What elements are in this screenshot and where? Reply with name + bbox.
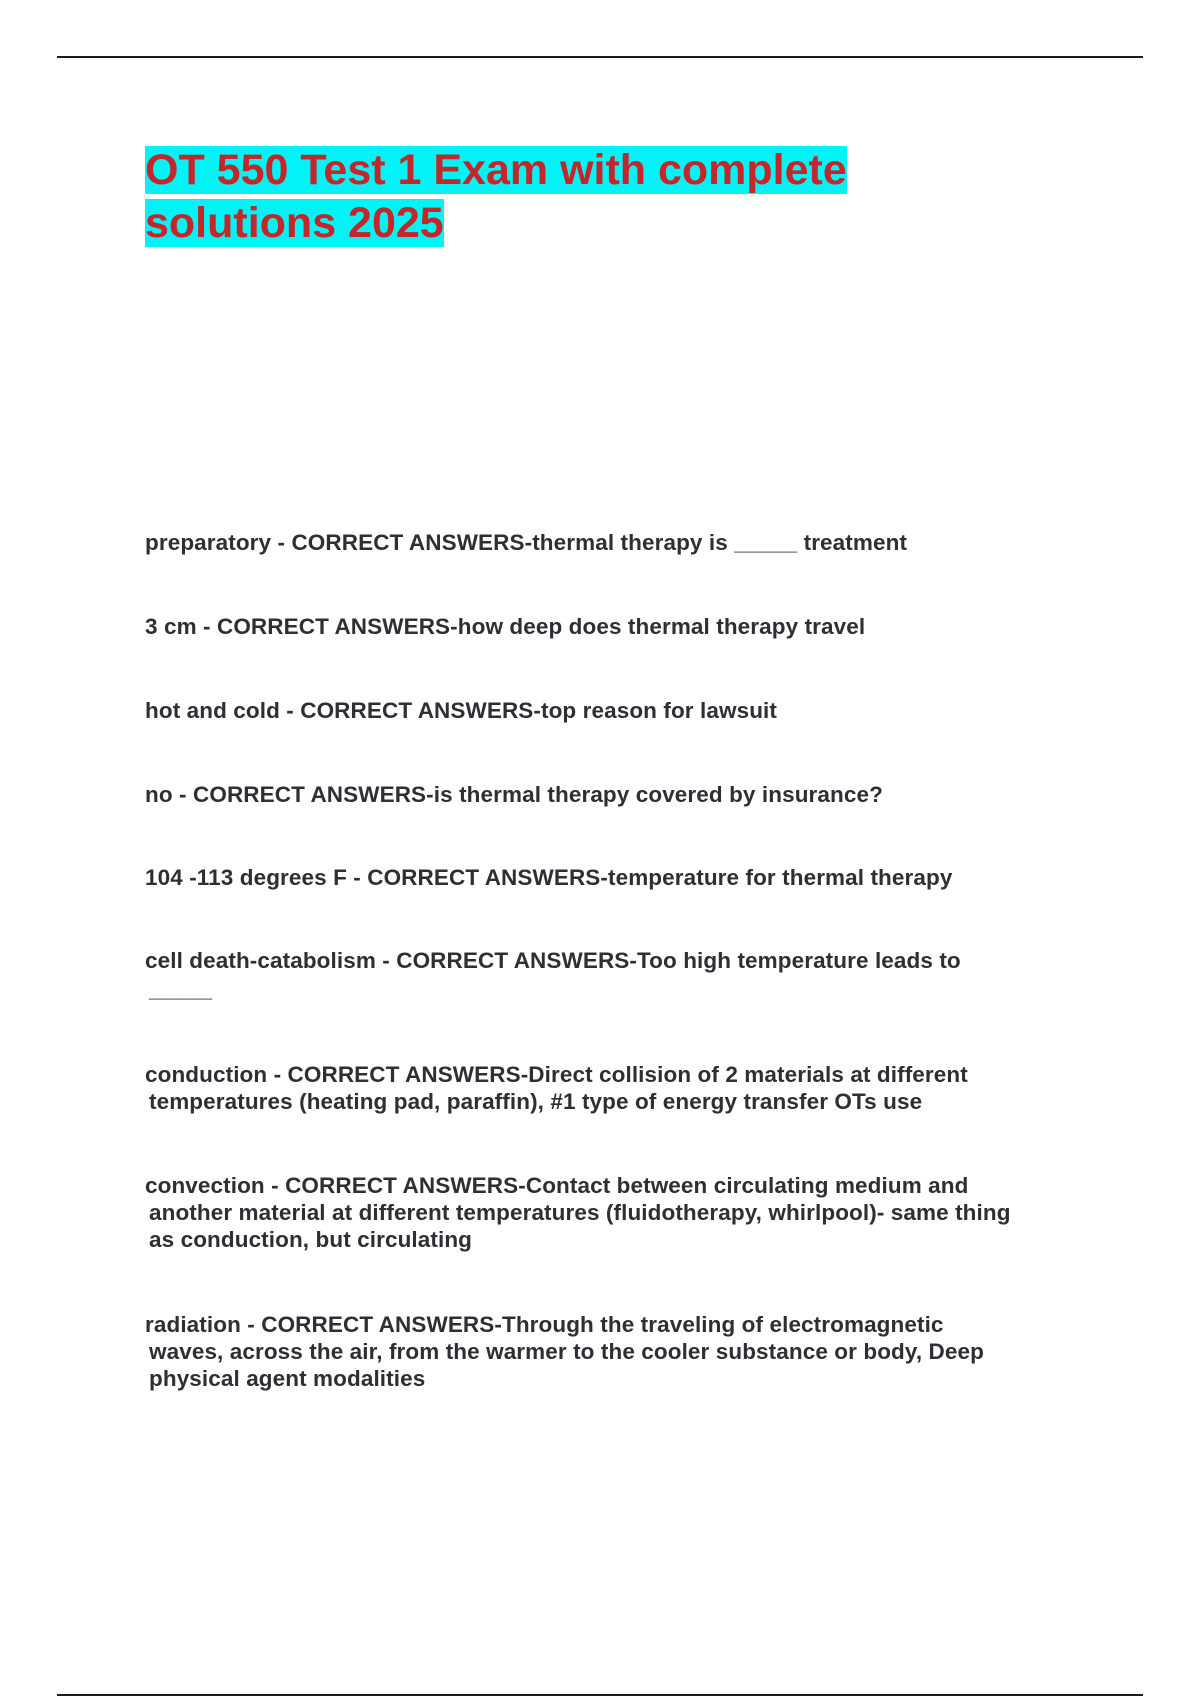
- qa-item: [145, 1172, 1095, 1253]
- qa-separator: - CORRECT ANSWERS-: [172, 782, 434, 807]
- qa-question-continuation: temperatures (heating pad, paraffin), #1 type of energy transfer OTs use: [149, 1089, 923, 1114]
- qa-question-continuation: another material at different temperatures (fluidotherapy, whirlpool)- same thing: [149, 1200, 1011, 1225]
- qa-item: [145, 613, 1095, 640]
- qa-answer: cell death-catabolism: [145, 948, 376, 973]
- qa-question: Contact between circulating medium and: [525, 1173, 969, 1198]
- qa-item: [145, 1311, 1095, 1392]
- qa-answer: radiation: [145, 1312, 241, 1337]
- document-title: [145, 144, 945, 250]
- qa-question: Direct collision of 2 materials at different: [528, 1062, 968, 1087]
- qa-separator: - CORRECT ANSWERS-: [375, 948, 637, 973]
- qa-answer: 104 -113 degrees F: [145, 865, 347, 890]
- qa-question: Through the traveling of electromagnetic: [501, 1312, 944, 1337]
- qa-question: thermal therapy is _____ treatment: [532, 530, 908, 555]
- qa-item: [145, 1061, 1095, 1115]
- qa-answer: convection: [145, 1173, 265, 1198]
- qa-answer: no: [145, 782, 173, 807]
- qa-answer: 3 cm: [145, 614, 197, 639]
- qa-answer: conduction: [145, 1062, 268, 1087]
- top-rule: [57, 56, 1143, 58]
- qa-separator: - CORRECT ANSWERS-: [196, 614, 458, 639]
- title-line-2: solutions 2025: [145, 199, 444, 247]
- qa-question: is thermal therapy covered by insurance?: [433, 782, 883, 807]
- qa-answer: preparatory: [145, 530, 272, 555]
- title-line-1: OT 550 Test 1 Exam with complete: [145, 146, 847, 194]
- qa-answer: hot and cold: [145, 698, 280, 723]
- qa-item: [145, 529, 1095, 556]
- qa-question-continuation: as conduction, but circulating: [149, 1227, 473, 1252]
- qa-item: [145, 697, 1095, 724]
- qa-separator: - CORRECT ANSWERS-: [279, 698, 541, 723]
- qa-separator: - CORRECT ANSWERS-: [264, 1173, 526, 1198]
- qa-item: [145, 947, 1095, 1003]
- qa-question-continuation: _____: [149, 977, 213, 1002]
- qa-question: top reason for lawsuit: [541, 698, 777, 723]
- bottom-rule: [57, 1694, 1143, 1696]
- qa-question-continuation: waves, across the air, from the warmer to the cooler substance or body, Deep: [149, 1339, 984, 1364]
- qa-item: [145, 781, 1095, 808]
- qa-separator: - CORRECT ANSWERS-: [240, 1312, 502, 1337]
- qa-question-continuation: physical agent modalities: [149, 1366, 426, 1391]
- qa-separator: - CORRECT ANSWERS-: [271, 530, 533, 555]
- qa-item: [145, 864, 1095, 891]
- qa-separator: - CORRECT ANSWERS-: [267, 1062, 529, 1087]
- qa-question: Too high temperature leads to: [637, 948, 961, 973]
- qa-separator: - CORRECT ANSWERS-: [346, 865, 608, 890]
- qa-question: how deep does thermal therapy travel: [457, 614, 866, 639]
- qa-question: temperature for thermal therapy: [608, 865, 953, 890]
